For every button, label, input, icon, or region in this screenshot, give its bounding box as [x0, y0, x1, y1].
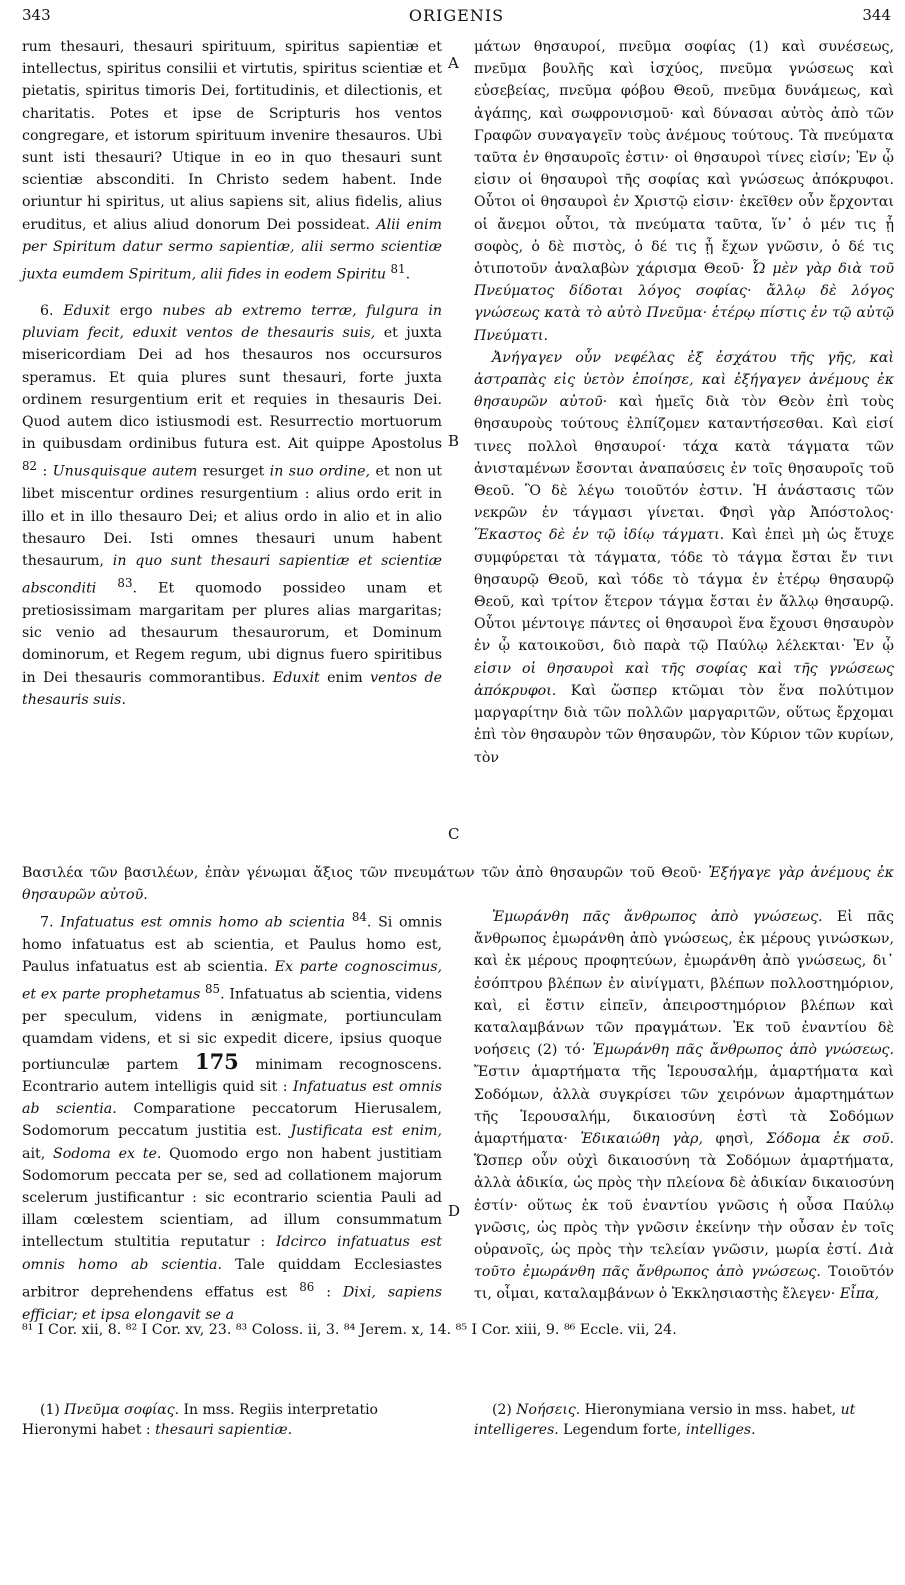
latin-paragraph-1: rum thesauri, thesauri spirituum, spiritus sapientiæ et intellectus, spiritus consilii et virtutis, spiritus scientiæ et pietatis, spiritus timoris Dei, fortitudinis, et dilectionis, et charitatis. Potes et ipse de Scripturis hos ventos congregare, et istorum spirituum invenire thesauros. Ubi sunt isti thesauri? Utique in eo in quo thesauri sunt scientiæ absconditi. In Christo sedem habent. Inde oriuntur hi spiritus, ut alius sapiens sit, alius fidelis, alius eruditus, et alius aliud donorum Dei possideat. Alii enim per Spiritum datur sermo sapientiæ, alii sermo scientiæ juxta eumdem Spiritum, alii fides in eodem Spiritu $^{81}$. [22, 39, 443, 283]
column-number: 175 [194, 1048, 239, 1074]
section-marker-a: A [448, 54, 459, 72]
page-header [22, 6, 891, 28]
greek-column-top [474, 36, 894, 769]
page-number-left: 343 [22, 6, 51, 24]
greek-paragraph-1: μάτων θησαυροί, πνεῦμα σοφίας (1) καὶ συνέσεως, πνεῦμα βουλῆς καὶ ἰσχύος, πνεῦμα γνώσεως καὶ εὐσεβείας, πνεῦμα φόβου Θεοῦ, πνεῦμα δυνάμεως, καὶ ἀγάπης, καὶ σωφρονισμοῦ· καὶ δύνασαι αὐτὸς ἀπὸ τῶν Γραφῶν συναγαγεῖν τοὺς ἀνέμους τούτους. Τὰ πνεύματα ταῦτα ἐν θησαυροῖς ἐστιν· οἱ θησαυροὶ τίνες εἰσίν; Ἐν ᾧ εἰσιν οἱ θησαυροὶ τῆς σοφίας καὶ γνώσεως ἀπόκρυφοι. Οὗτοι οἱ θησαυροὶ ἐν Χριστῷ εἰσιν· ἐκεῖθεν οὖν ἔρχονται οἱ ἄνεμοι οὗτοι, τὰ πνεύματα ταῦτα, ἵν᾽ ὁ μέν τις ᾖ σοφὸς, ὁ δὲ πιστὸς, ὁ δέ τις ᾖ ἔχων γνῶσιν, ὁ δέ τις ὁτιποτοῦν ἀναλαβὼν χάρισμα Θεοῦ· Ὧ μὲν γὰρ διὰ τοῦ Πνεύματος δίδοται λόγος σοφίας· ἄλλῳ δὲ λόγος γνώσεως κατὰ τὸ αὐτὸ Πνεῦμα· ἑτέρῳ πίστις ἐν τῷ αὐτῷ Πνεύματι. [474, 39, 894, 344]
section-marker-d: D [448, 1202, 461, 1220]
latin-column-top [22, 36, 442, 711]
page-number-right: 344 [862, 6, 891, 24]
latin-paragraph-7: 7. Infatuatus est omnis homo ab scientia $^{84}$. Si omnis homo infatuatus est ab scientia, et Paulus homo est, Paulus infatuatus est ab scientia. Ex parte cognoscimus, et ex parte prophetamus $^{85}$. Infatuatus ab scientia, videns per speculum, videns in ænigmate, portiunculam quamdam videns, et si sic expedit dicere, ipsius quoque portiunculæ partem 175 minimam recognoscens. Econtrario autem intelligis quid sit : Infatuatus est omnis ab scientia. Comparatione peccatorum Hierusalem, Sodomorum peccatum justitia est. Justificata est enim, ait, Sodoma ex te. Quomodo ergo non habent justitiam Sodomorum peccata per se, sed ad collationem majorum scelerum justificantur : sic econtrario scientia Pauli ad illam cœlestem scientiam, ad illum consummatum intellectum stultitia reputatur : Idcirco infatuatus est omnis homo ab scientia. Tale quiddam Ecclesiastes arbitror deprehendens effatus est $^{86}$ : Dixi, sapiens efficiar; et ipsa elongavit se a [22, 910, 443, 1323]
latin-column-bottom [22, 906, 442, 1326]
section-marker-c: C [448, 825, 460, 843]
greek-paragraph-6: Ἀνήγαγεν οὖν νεφέλας ἐξ ἐσχάτου τῆς γῆς, καὶ ἀστραπὰς εἰς ὑετὸν ἐποίησε, καὶ ἐξήγαγεν ἀνέμους ἐκ θησαυρῶν αὐτοῦ· καὶ ἡμεῖς διὰ τὸν Θεὸν ἐπὶ τοὺς θησαυροὺς τούτους ἐλπίζομεν καταντήσεσθαι. Καὶ εἰσί τινες πολλοὶ θησαυροί· τάχα κατὰ τάγματα τῶν ἀνισταμένων ἔσονται ἀναπαύσεις ἐν τοῖς θησαυροῖς τοῦ Θεοῦ. Ὃ δὲ λέγω τοιοῦτόν ἐστιν. Ἡ ἀνάστασις τῶν νεκρῶν ἐν τάγμασι γίνεται. Φησὶ γὰρ Ἀπόστολος· Ἕκαστος δὲ ἐν τῷ ἰδίῳ τάγματι. Καὶ ἐπεὶ μὴ ὡς ἔτυχε συμφύρεται τὰ τάγματα, τόδε τὸ τάγμα ἔσται ἔν τινι θησαυρῷ Θεοῦ, καὶ τόδε τὸ τάγμα ἐν ἑτέρῳ θησαυρῷ Θεοῦ, καὶ τρίτον ἕτερον τάγμα ἔσται ἐν ἄλλῳ θησαυρῷ. Οὗτοι μέντοιγε πάντες οἱ θησαυροὶ ἕνα ἔχουσι θησαυρὸν ἐν ᾧ κατοικοῦσι, διὸ παρὰ τῷ Παύλῳ λέλεκται· Ἐν ᾧ εἰσιν οἱ θησαυροὶ καὶ τῆς σοφίας καὶ τῆς γνώσεως ἀπόκρυφοι. Καὶ ὥσπερ κτῶμαι τὸν ἕνα πολύτιμον μαργαρίτην διὰ τῶν πολλῶν μαργαριτῶν, οὕτως ἔρχομαι ἐπὶ τὸν θησαυρὸν τῶν θησαυρῶν, τὸν Κύριον τῶν κυρίων, τὸν [474, 349, 894, 766]
latin-paragraph-6: 6. Eduxit ergo nubes ab extremo terræ, fulgura in pluviam fecit, eduxit ventos de thesauris suis, et juxta misericordiam Dei ad hos thesauros nos occursuros speramus. Et quia plures sunt thesauri, forte juxta ordinem resurgentium erit et requies in thesauris Dei. Quod autem dico istiusmodi est. Resurrectio mortuorum in quibusdam ordinibus futura est. Ait quippe Apostolus $^{82}$ : Unusquisque autem resurget in suo ordine, et non ut libet miscentur ordines resurgentium : alius ordo erit in illo et in illo thesauro Dei; et alius ordo in alio et in alio thesauro Dei. Isti omnes thesauri unum habent thesaurum, in quo sunt thesauri sapientiæ et scientiæ absconditi $^{83}$. Et quomodo possideo unam et pretiosissimam margaritam per plures alias margaritas; sic venio ad thesaurum thesaurorum, et Dominum dominorum, et Regem regum, ubi dignus fuero spiritibus in Dei thesauris commorantibus. Eduxit enim ventos de thesauris suis. [22, 302, 443, 708]
scripture-footnotes: ⁸¹ I Cor. xii, 8. ⁸² I Cor. xv, 23. ⁸³ Coloss. ii, 3. ⁸⁴ Jerem. x, 14. ⁸⁵ I Cor. xiii, 9. ⁸⁶ Eccle. vii, 24. [22, 1322, 677, 1338]
greek-column-bottom [474, 906, 894, 1306]
running-title: ORIGENIS [408, 6, 505, 25]
section-marker-b: B [448, 432, 460, 450]
greek-paragraph-7: Ἐμωράνθη πᾶς ἄνθρωπος ἀπὸ γνώσεως. Εἰ πᾶς ἄνθρωπος ἐμωράνθη ἀπὸ γνώσεως, ἐκ μέρους γινώσκων, καὶ ἐκ μέρους προφητεύων, ἐμωράνθη ἀπὸ γνώσεως, δι᾽ ἐσόπτρου βλέπων ἐν αἰνίγματι, βλέπων πολλοστημόριον, καὶ, εἰ ἔστιν εἰπεῖν, ἀπειροστημόριον βλέπων καὶ καταλαμβάνων τῶν πραγμάτων. Ἐκ τοῦ ἐναντίου δὲ νοήσεις (2) τό· Ἐμωράνθη πᾶς ἄνθρωπος ἀπὸ γνώσεως. Ἔστιν ἁμαρτήματα τῆς Ἱερουσαλήμ, ἁμαρτήματα καὶ Σοδόμων, ἀλλὰ συγκρίσει τῶν χειρόνων ἁμαρτημάτων τῆς Ἱερουσαλήμ, δικαιοσύνη ἐστὶ τὰ Σοδόμων ἁμαρτήματα· Ἐδικαιώθη γὰρ, φησὶ, Σόδομα ἐκ σοῦ. Ὥσπερ οὖν οὐχὶ δικαιοσύνη τὰ Σοδόμων ἁμαρτήματα, ἀλλὰ ἀδικία, ὡς πρὸς τὴν πλείονα δὲ ἀδικίαν δικαιοσύνη ἐστίν· οὕτως ἐκ τοῦ ἐναντίου γνῶσις ἡ οὖσα Παύλῳ γνῶσις, ὡς πρὸς τὴν γνῶσιν ἐκείνην τὴν οὖσαν ἐν τοῖς οὐρανοῖς, ὡς πρὸς τὴν τελείαν γνῶσιν, μωρία ἐστί. Διὰ τοῦτο ἐμωράνθη πᾶς ἄνθρωπος ἀπὸ γνώσεως. Τοιοῦτόν τι, οἶμαι, καταλαμβάνων ὁ Ἐκκλησιαστὴς ἔλεγεν· Εἶπα, [474, 909, 894, 1303]
full-width-line: Βασιλέα τῶν βασιλέων, ἐπὰν γένωμαι ἄξιος τῶν πνευμάτων τῶν ἀπὸ θησαυρῶν τοῦ Θεοῦ· Ἐξήγαγε γὰρ ἀνέμους ἐκ θησαυρῶν αὐτοῦ. [22, 865, 894, 904]
editor-note-2: (2) Νοήσεις. Hieronymiana versio in mss. habet, ut intelligeres. Legendum forte, intelliges. [474, 1402, 856, 1438]
editor-note-1: (1) Πνεῦμα σοφίας. In mss. Regiis interpretatio Hieronymi habet : thesauri sapientiæ. [22, 1402, 378, 1438]
